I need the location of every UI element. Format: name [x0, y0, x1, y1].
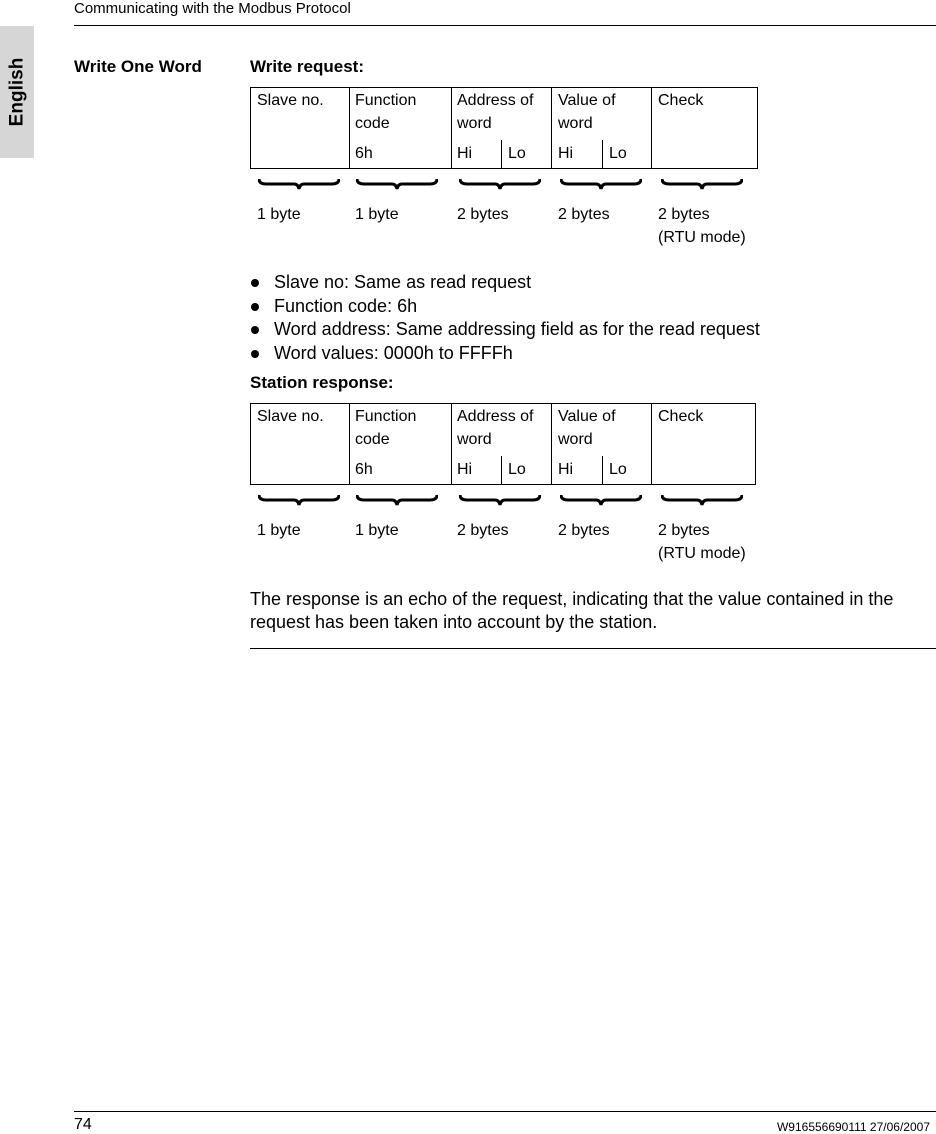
- language-tab: [0, 26, 34, 158]
- size-function: 1 byte: [355, 206, 399, 223]
- column-divider: [349, 404, 350, 484]
- address-header-line2: word: [457, 431, 492, 448]
- size-function: 1 byte: [355, 522, 399, 539]
- size-check-note: (RTU mode): [658, 229, 746, 246]
- brace-icon: [258, 494, 340, 506]
- value-header-line2: word: [558, 115, 593, 132]
- address-hi: Hi: [457, 145, 473, 162]
- hi-lo-divider: [602, 456, 603, 484]
- column-divider: [451, 404, 452, 484]
- section-end-divider: [250, 648, 936, 649]
- request-field-notes: [250, 271, 760, 365]
- hi-lo-divider: [501, 140, 502, 168]
- language-tab-label: English: [6, 57, 27, 127]
- column-divider: [651, 404, 652, 484]
- function-code-header-line2: code: [355, 431, 390, 448]
- brace-icon: [661, 178, 743, 190]
- request-heading: Write request:: [250, 57, 364, 76]
- value-hi: Hi: [558, 145, 574, 162]
- header-divider: [74, 25, 936, 26]
- response-heading: Station response:: [250, 373, 394, 392]
- brace-icon: [560, 494, 642, 506]
- list-item: Slave no: Same as read request: [250, 271, 760, 295]
- brace-icon: [356, 494, 438, 506]
- document-reference: W916556690111 27/06/2007: [776, 1120, 930, 1134]
- response-frame-table: [250, 403, 756, 485]
- hi-lo-divider: [501, 456, 502, 484]
- size-check: 2 bytes: [658, 206, 710, 223]
- page-number: 74: [74, 1116, 92, 1133]
- address-lo: Lo: [508, 461, 526, 478]
- brace-icon: [258, 178, 340, 190]
- value-hi: Hi: [558, 461, 574, 478]
- column-divider: [451, 88, 452, 168]
- running-header: Communicating with the Modbus Protocol: [74, 0, 351, 17]
- value-lo: Lo: [609, 145, 627, 162]
- slave-no-header: Slave no.: [257, 408, 324, 425]
- size-value: 2 bytes: [558, 522, 610, 539]
- size-value: 2 bytes: [558, 206, 610, 223]
- address-header-line1: Address of: [457, 408, 534, 425]
- address-lo: Lo: [508, 145, 526, 162]
- function-code-header-line2: code: [355, 115, 390, 132]
- list-item: Word address: Same addressing field as for the read request: [250, 318, 760, 342]
- column-divider: [551, 88, 552, 168]
- address-header-line1: Address of: [457, 92, 534, 109]
- section-title: Write One Word: [74, 57, 202, 76]
- list-item: Word values: 0000h to FFFFh: [250, 342, 760, 366]
- address-hi: Hi: [457, 461, 473, 478]
- check-header: Check: [658, 92, 704, 109]
- size-slave: 1 byte: [257, 522, 301, 539]
- check-header: Check: [658, 408, 704, 425]
- column-divider: [651, 88, 652, 168]
- function-code-header-line1: Function: [355, 408, 417, 425]
- brace-icon: [661, 494, 743, 506]
- column-divider: [551, 404, 552, 484]
- request-frame-table: [250, 87, 758, 169]
- brace-icon: [560, 178, 642, 190]
- size-check-note: (RTU mode): [658, 545, 746, 562]
- hi-lo-divider: [602, 140, 603, 168]
- function-code-value: 6h: [355, 461, 373, 478]
- brace-icon: [356, 178, 438, 190]
- function-code-value: 6h: [355, 145, 373, 162]
- size-check: 2 bytes: [658, 522, 710, 539]
- footer-divider: [74, 1111, 936, 1112]
- size-address: 2 bytes: [457, 522, 509, 539]
- value-header-line1: Value of: [558, 92, 616, 109]
- address-header-line2: word: [457, 115, 492, 132]
- value-header-line1: Value of: [558, 408, 616, 425]
- response-explanation: The response is an echo of the request, indicating that the value contained in the request has been taken into account by the station.: [250, 589, 894, 632]
- value-lo: Lo: [609, 461, 627, 478]
- value-header-line2: word: [558, 431, 593, 448]
- brace-icon: [459, 494, 541, 506]
- slave-no-header: Slave no.: [257, 92, 324, 109]
- column-divider: [349, 88, 350, 168]
- size-address: 2 bytes: [457, 206, 509, 223]
- list-item: Function code: 6h: [250, 295, 760, 319]
- brace-icon: [459, 178, 541, 190]
- size-slave: 1 byte: [257, 206, 301, 223]
- function-code-header-line1: Function: [355, 92, 417, 109]
